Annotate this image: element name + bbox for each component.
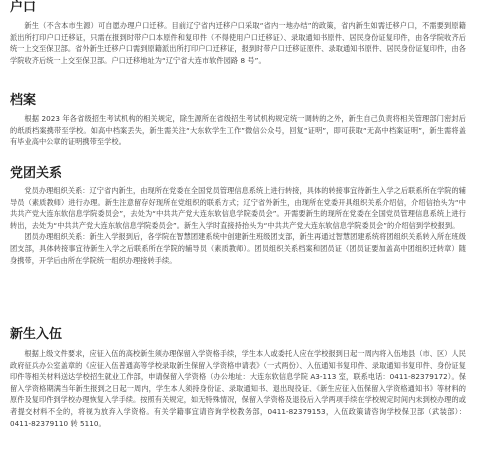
section-title-party-league-relations: 党团关系 [10, 166, 63, 181]
section-title-household-registration: 户口 [10, 0, 37, 15]
paragraph-party-member-relations: 党员办理组织关系：辽宁省内新生，由现所在党委在全国党员管理信息系统上进行转接，具体的转接事宜待新生入学之后联系所在学院的辅导员（素质教师）进行办理。新生注意留存好现所在党组织的联系方式；辽宁省外新生，由现所在党委开具组织关系介绍信，介绍信抬头为“中共共产党大连东软信息学院委员会”，去处为“中共共产党大连东软信息学院委员会”。开需要新生的现所在党委在全国党员管理信息系统上进行转出，去处为“中共共产党大连东软信息学院委员会”。新生入学时直接持抬头为“中共共产党大连东软信息学院委员会”的介绍信到学校报到。 [10, 186, 466, 230]
paragraph-archives: 根据 2023 年各省级招生考试机构的相关规定，除生源所在省级招生考试机构规定统一调转的之外，新生自己负责将相关管理部门密封后的纸质档案携带至学校。如高中档案丢失，新生需关注“大东软学生工作”微信公众号，回复“证明”，即可获取“无高中档案证明”，新生需将盖有毕业高中公章的证明携带至学校。 [10, 114, 466, 147]
section-party-league-relations [10, 166, 466, 266]
paragraph-league-member-relations: 团员办理组织关系：新生入学报到后，各学院在智慧团建系统中创建新生班级团支部，新生再通过智慧团建系统将团组织关系转入所在班级团支部，具体转接事宜待新生入学之后联系所在学院的辅导员（素质教师）。团员组织关系档案和团员证（团员证要加盖高中团组织迁转章）随身携带，开学后由所在学院统一组织办理接转手续。 [10, 232, 466, 265]
section-household-registration [10, 0, 466, 66]
section-archives [10, 93, 466, 148]
section-title-archives: 档案 [10, 93, 37, 108]
section-enlistment [10, 327, 466, 429]
section-title-enlistment: 新生入伍 [10, 327, 63, 342]
paragraph-household-registration: 新生（不含本市生源）可自愿办理户口迁移。目前辽宁省内迁移户口采取“省内一地办结”的政策，省内新生如需迁移户口，不需要到原籍派出所打印户口迁移证，只需在报到时带户口本原件和复印件（不得使用户口迁移证）、录取通知书原件、居民身份证复印件，由各学院收齐后统一上交至保卫部。省外新生迁移户口需到原籍派出所打印户口迁移证，报到时带户口迁移证原件、录取通知书原件、居民身份证复印件，由各学院收齐后统一上交至保卫部。户口迁移地址为“辽宁省大连市软件园路 8 号”。 [10, 21, 466, 65]
paragraph-enlistment: 根据上级文件要求，应征入伍的高校新生须办理保留入学资格手续，学生本人或委托人应在学校报到日起一周内将入伍地县（市、区）人民政府征兵办公室盖章的《应征入伍普通高等学校录取新生保留入学资格申请表》（一式两份）、入伍通知书复印件、录取通知书复印件、身份证复印件等相关材料送达学校招生就业工作部，申请保留入学资格（办公地址：大连东软信息学院 A3-113 室，联系电话：0411-82379172）。保留入学资格期满当年新生报到之日起一周内，学生本人须持身份证、录取通知书、退出现役证、《新生应征入伍保留入学资格通知书》等材料的原件及复印件到学校办理恢复入学手续。按照有关规定，如无特殊情况，保留入学资格及退役后入学两项手续在学校规定时间内未到校办理的或者提交材料不全的，将视为放弃入学资格。有关学籍事宜请咨询学校教务部，0411-82379153，入伍政策请咨询学校保卫部（武装部）：0411-82379110 转 5110。 [10, 349, 467, 428]
